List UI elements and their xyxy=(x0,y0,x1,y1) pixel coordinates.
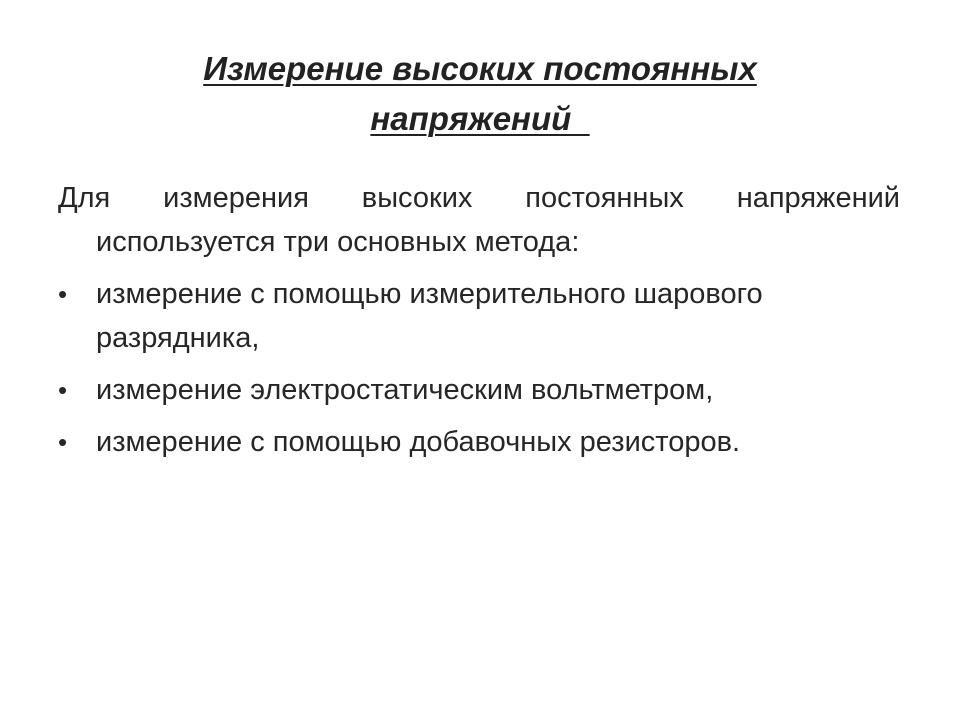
bullet-icon: • xyxy=(58,427,68,457)
list-item xyxy=(58,368,900,412)
list-item xyxy=(58,420,900,464)
bullet-icon: • xyxy=(58,279,68,309)
list-item-text: измерение с помощью добавочных резисторов. xyxy=(96,426,741,458)
bullet-icon: • xyxy=(58,375,68,405)
list-item-text: измерение электростатическим вольтметром, xyxy=(96,374,714,406)
list-item xyxy=(58,272,900,360)
slide-title xyxy=(100,44,860,144)
intro-paragraph: Для измерения высоких постоянных напряжений используется три основных метода: xyxy=(58,182,900,258)
slide-title-line-2: напряжений xyxy=(370,100,590,137)
methods-list xyxy=(58,272,900,464)
slide-title-line-1: Измерение высоких постоянных xyxy=(203,50,757,87)
list-item-text: измерение с помощью измерительного шарового разрядника, xyxy=(96,278,763,354)
slide-body xyxy=(58,176,900,472)
